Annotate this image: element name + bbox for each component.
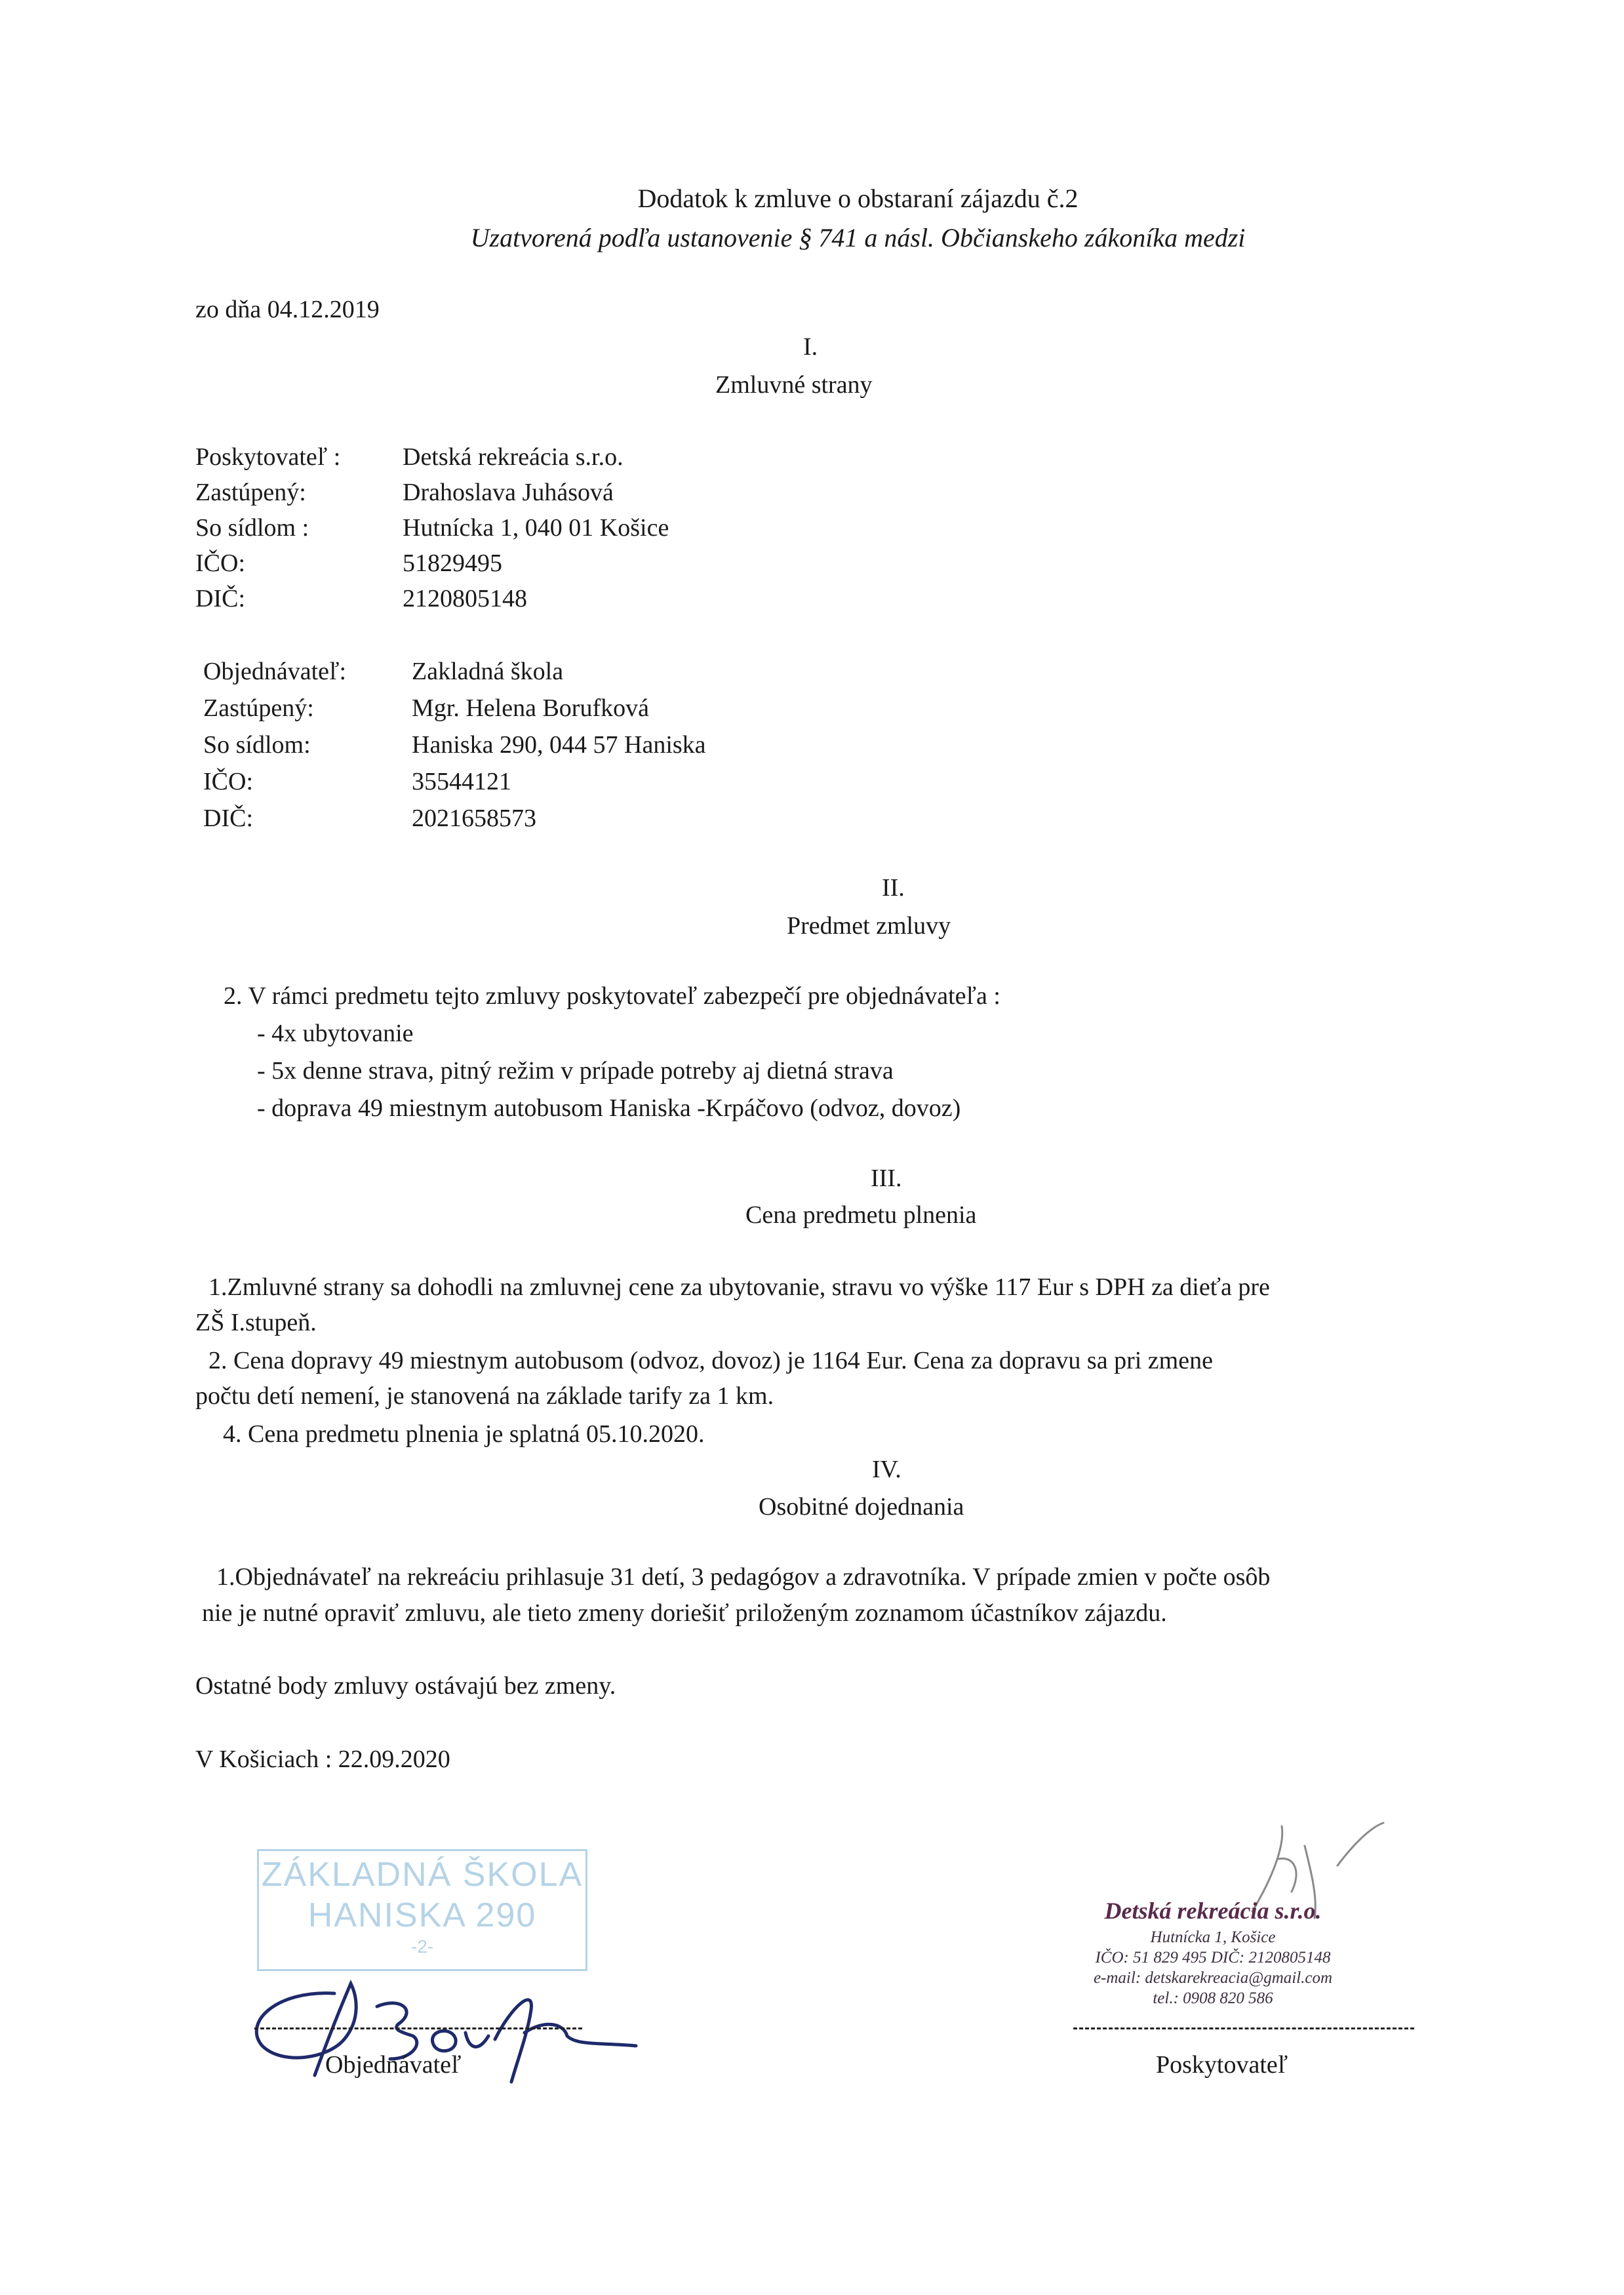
provider-label: Poskytovateľ : xyxy=(195,443,341,471)
section3-paragraph2-cont: počtu detí nemení, je stanovená na základe tarify za 1 km. xyxy=(195,1382,774,1410)
client-dic-value: 2021658573 xyxy=(412,805,536,832)
school-stamp-line1: ZÁKLADNÁ ŠKOLA xyxy=(261,1856,584,1894)
client-rep-value: Mgr. Helena Borufková xyxy=(412,694,649,722)
list-item: - 5x denne strava, pitný režim v prípade potreby aj dietná strava xyxy=(257,1057,894,1085)
client-value: Zakladná škola xyxy=(412,658,564,685)
section3-paragraph3: 4. Cena predmetu plnenia je splatná 05.10.2020. xyxy=(223,1420,705,1448)
closing-note: Ostatné body zmluvy ostávajú bez zmeny. xyxy=(195,1672,616,1700)
section2-number: II. xyxy=(882,874,905,902)
provider-seat-label: So sídlom : xyxy=(195,514,309,542)
school-stamp-line3: -2- xyxy=(410,1936,434,1957)
client-dic-label: DIČ: xyxy=(203,805,253,832)
company-stamp xyxy=(1029,1899,1396,2030)
doc-date: zo dňa 04.12.2019 xyxy=(195,296,380,323)
provider-rep-value: Drahoslava Juhásová xyxy=(403,479,614,506)
place-date: V Košiciach : 22.09.2020 xyxy=(195,1746,450,1773)
provider-ico-label: IČO: xyxy=(195,549,245,577)
provider-signature-label: Poskytovateľ xyxy=(1156,2051,1288,2079)
company-stamp-phone: tel.: 0908 820 586 xyxy=(1153,1989,1273,2007)
client-signature-line xyxy=(254,2027,582,2029)
client-seat-label: So sídlom: xyxy=(203,731,311,759)
provider-signature-line xyxy=(1073,2027,1414,2029)
client-seat-value: Haniska 290, 044 57 Haniska xyxy=(412,731,706,759)
provider-value: Detská rekreácia s.r.o. xyxy=(403,443,624,471)
company-stamp-ids: IČO: 51 829 495 DIČ: 2120805148 xyxy=(1095,1949,1331,1966)
section4-paragraph1-cont: nie je nutné opraviť zmluvu, ale tieto zmeny doriešiť priloženým zoznamom účastníkov zájazdu. xyxy=(202,1599,1167,1627)
company-stamp-address: Hutnícka 1, Košice xyxy=(1150,1928,1276,1946)
list-item: - 4x ubytovanie xyxy=(257,1020,414,1047)
section1-number: I. xyxy=(803,333,818,361)
provider-seat-value: Hutnícka 1, 040 01 Košice xyxy=(403,514,669,542)
section1-heading: Zmluvné strany xyxy=(715,371,873,399)
company-stamp-name: Detská rekreácia s.r.o. xyxy=(1104,1898,1322,1924)
section2-heading: Predmet zmluvy xyxy=(787,912,951,940)
client-ico-label: IČO: xyxy=(203,768,253,795)
client-signature-label: Objednávateľ xyxy=(325,2051,462,2079)
section4-paragraph1: 1.Objednávateľ na rekreáciu prihlasuje 31 detí, 3 pedagógov a zdravotníka. V prípade zmien v počte osôb xyxy=(216,1563,1271,1591)
doc-subtitle: Uzatvorená podľa ustanovenie § 741 a násl. Občianskeho zákoníka medzi xyxy=(470,223,1246,252)
section3-paragraph2: 2. Cena dopravy 49 miestnym autobusom (odvoz, dovoz) je 1164 Eur. Cena za dopravu sa pri zmene xyxy=(208,1347,1213,1374)
section4-heading: Osobitné dojednania xyxy=(759,1493,964,1521)
provider-ico-value: 51829495 xyxy=(403,549,502,577)
client-ico-value: 35544121 xyxy=(412,768,511,795)
client-label: Objednávateľ: xyxy=(203,658,347,685)
provider-dic-value: 2120805148 xyxy=(403,585,527,612)
school-stamp xyxy=(257,1849,587,1971)
doc-title: Dodatok k zmluve o obstaraní zájazdu č.2 xyxy=(637,184,1079,213)
section3-paragraph1: 1.Zmluvné strany sa dohodli na zmluvnej cene za ubytovanie, stravu vo výške 117 Eur s DPH za dieťa pre xyxy=(208,1273,1270,1301)
section3-paragraph1-cont: ZŠ I.stupeň. xyxy=(195,1309,317,1336)
section2-intro: 2. V rámci predmetu tejto zmluvy poskytovateľ zabezpečí pre objednávateľa : xyxy=(224,982,1000,1010)
section3-number: III. xyxy=(871,1165,902,1192)
provider-rep-label: Zastúpený: xyxy=(195,479,306,506)
school-stamp-line2: HANISKA 290 xyxy=(307,1896,537,1934)
list-item: - doprava 49 miestnym autobusom Haniska -Krpáčovo (odvoz, dovoz) xyxy=(257,1094,961,1122)
client-rep-label: Zastúpený: xyxy=(203,694,314,722)
section3-heading: Cena predmetu plnenia xyxy=(745,1201,977,1229)
section4-number: IV. xyxy=(872,1456,901,1483)
company-stamp-email: e-mail: detskarekreacia@gmail.com xyxy=(1093,1969,1333,1987)
provider-dic-label: DIČ: xyxy=(195,585,245,612)
